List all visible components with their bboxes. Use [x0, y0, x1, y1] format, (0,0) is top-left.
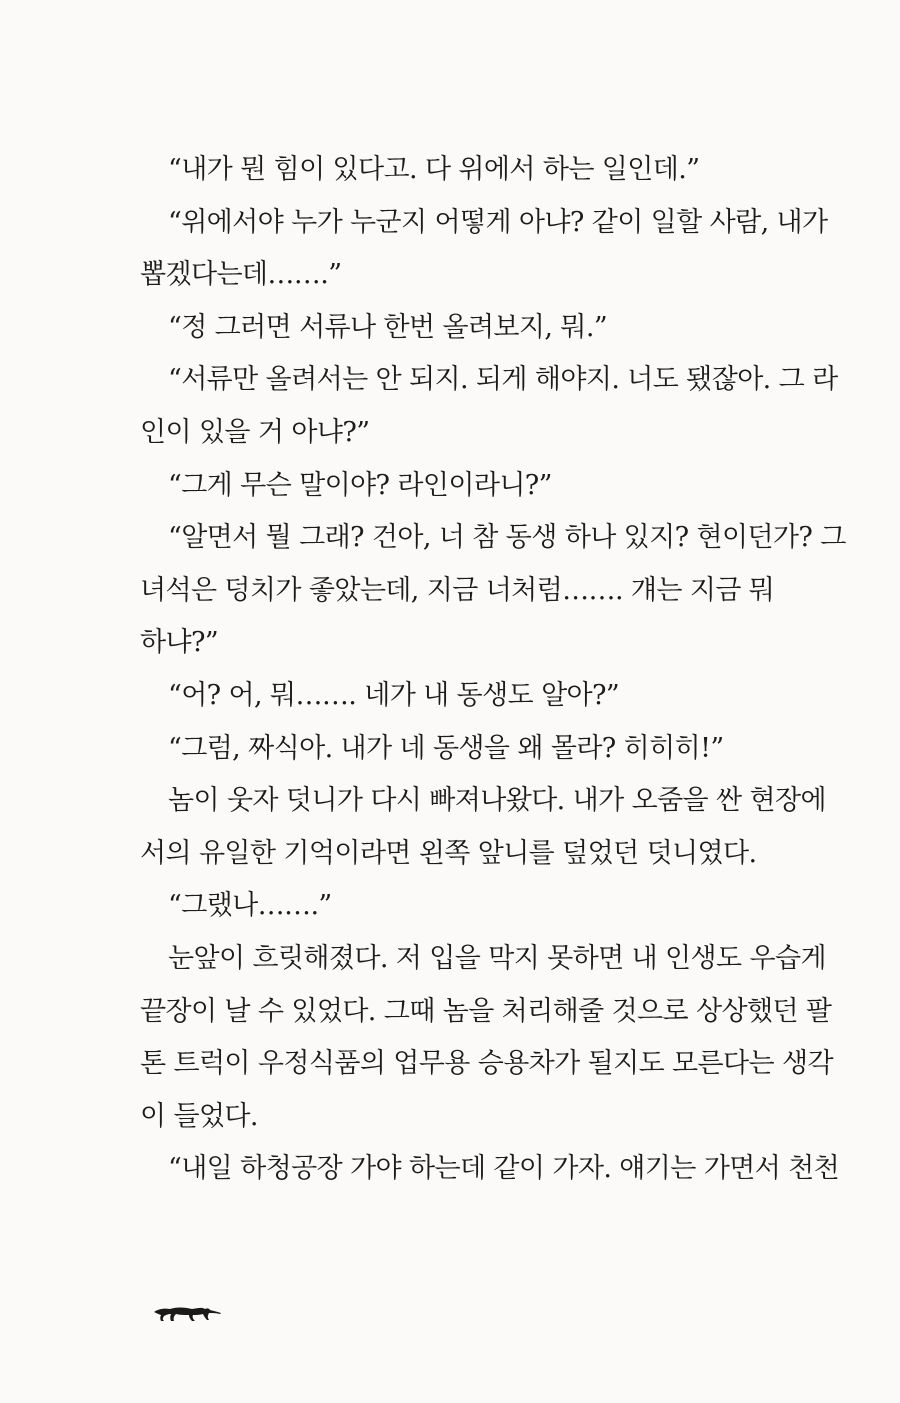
text-line: 서의 유일한 기억이라면 왼쪽 앞니를 덮었던 덧니였다.	[140, 837, 757, 869]
text-line: “알면서 뭘 그래? 건아, 너 참 동생 하나 있지? 현이던가? 그	[168, 522, 846, 554]
text-line: 녀석은 덩치가 좋았는데, 지금 너처럼……. 걔는 지금 뭐	[140, 574, 775, 606]
text-line: “내일 하청공장 가야 하는데 같이 가자. 얘기는 가면서 천천	[168, 1153, 840, 1185]
text-line: “내가 뭔 힘이 있다고. 다 위에서 하는 일인데.”	[168, 154, 700, 185]
text-line: “위에서야 누가 누군지 어떻게 아냐? 같이 일할 사람, 내가	[168, 206, 828, 238]
text-line: 뽑겠다는데…….”	[140, 259, 342, 291]
text-line: “정 그러면 서류나 한번 올려보지, 뭐.”	[168, 311, 608, 343]
text-line: 놈이 웃자 덧니가 다시 빠져나왔다. 내가 오줌을 싼 현장에	[168, 785, 826, 817]
text-line: 인이 있을 거 아냐?”	[140, 416, 370, 448]
text-line: 이 들었다.	[140, 1100, 258, 1132]
text-line: 톤 트럭이 우정식품의 업무용 승용차가 될지도 모른다는 생각	[140, 1048, 833, 1080]
body-text	[140, 144, 846, 1196]
text-line: “그게 무슨 말이야? 라인이라니?”	[168, 469, 552, 501]
text-line: “어? 어, 뭐……. 네가 내 동생도 알아?”	[168, 679, 620, 711]
text-line: “그랬나…….”	[168, 890, 332, 922]
text-line: 하냐?”	[140, 627, 219, 659]
text-line: 끝장이 날 수 있었다. 그때 놈을 처리해줄 것으로 상상했던 팔	[140, 995, 832, 1027]
running-cat-icon	[152, 1300, 222, 1324]
text-line: “서류만 올려서는 안 되지. 되게 해야지. 너도 됐잖아. 그 라	[168, 364, 838, 396]
text-line: 눈앞이 흐릿해졌다. 저 입을 막지 못하면 내 인생도 우습게	[168, 942, 826, 974]
text-line: “그럼, 짜식아. 내가 네 동생을 왜 몰라? 히히히!”	[168, 732, 724, 764]
